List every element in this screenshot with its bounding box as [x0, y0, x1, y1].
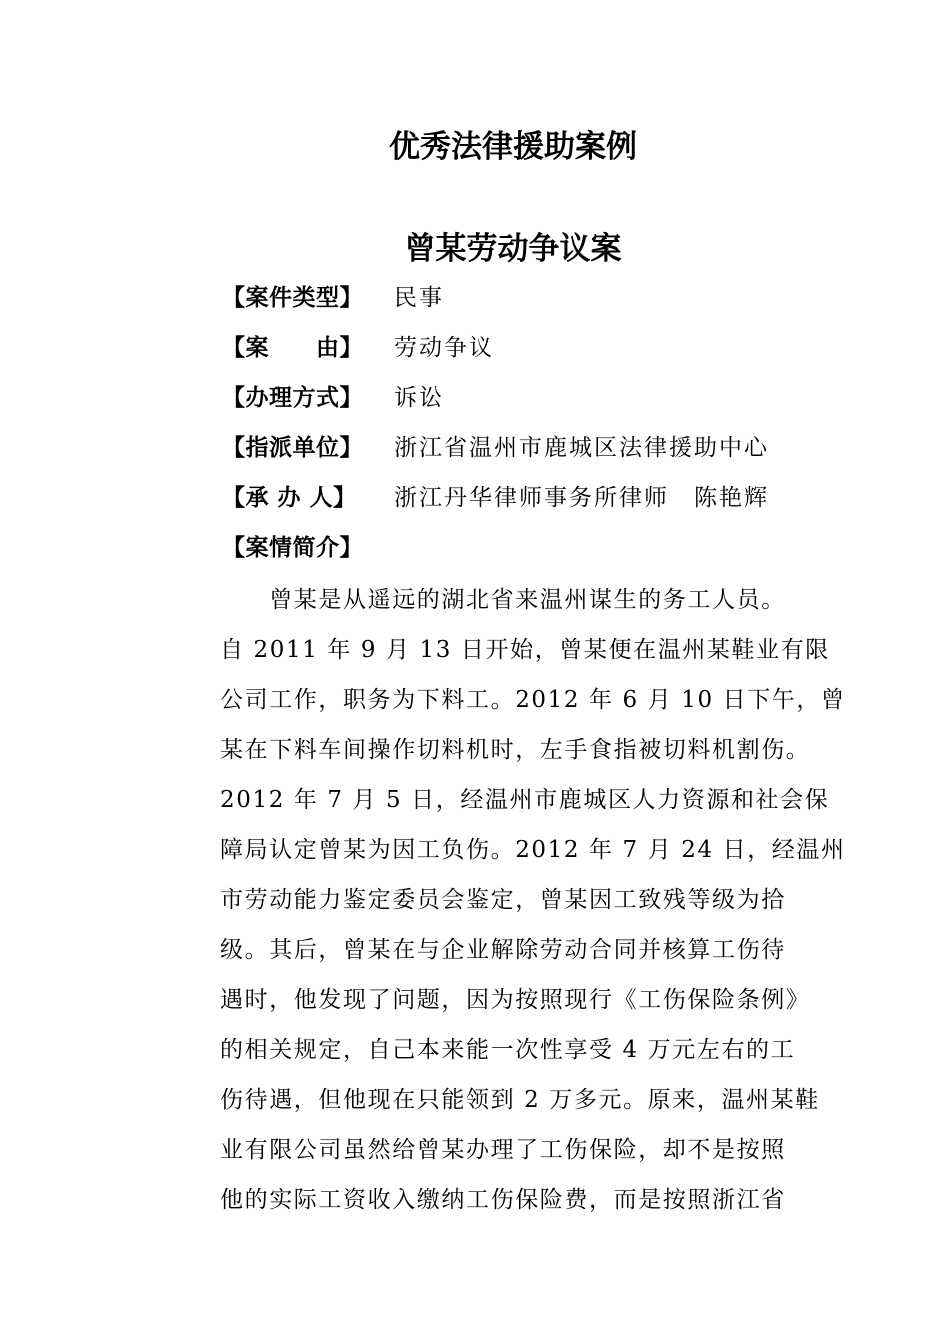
body-line: 他的实际工资收入缴纳工伤保险费，而是按照浙江省	[220, 1187, 786, 1213]
document-title: 优秀法律援助案例	[389, 129, 637, 165]
body-line: 遇时，他发现了问题，因为按照现行《工伤保险条例》	[220, 987, 811, 1013]
body-line: 2012 年 7 月 5 日，经温州市鹿城区人力资源和社会保	[220, 787, 830, 813]
meta-label-case-type: 【案件类型】	[222, 285, 363, 311]
body-line: 业有限公司虽然给曾某办理了工伤保险，却不是按照	[220, 1137, 786, 1163]
meta-label-case-summary: 【案情简介】	[222, 535, 363, 561]
body-line: 的相关规定，自己本来能一次性享受 4 万元左右的工	[220, 1037, 796, 1063]
meta-label-assigning-unit: 【指派单位】	[222, 435, 363, 461]
meta-value-assigning-unit: 浙江省温州市鹿城区法律援助中心	[394, 435, 769, 461]
meta-label-handler: 【承 办 人】	[222, 485, 357, 511]
meta-label-handling-method: 【办理方式】	[222, 385, 363, 411]
body-line: 曾某是从遥远的湖北省来温州谋生的务工人员。	[220, 587, 786, 613]
meta-value-handling-method: 诉讼	[394, 385, 444, 411]
body-line: 公司工作，职务为下料工。2012 年 6 月 10 日下午，曾	[220, 687, 846, 713]
meta-value-handler: 浙江丹华律师事务所律师 陈艳辉	[394, 485, 769, 511]
body-line: 障局认定曾某为因工负伤。2012 年 7 月 24 日，经温州	[220, 837, 846, 863]
body-line: 市劳动能力鉴定委员会鉴定，曾某因工致残等级为拾	[220, 887, 786, 913]
body-line: 伤待遇，但他现在只能领到 2 万多元。原来，温州某鞋	[220, 1087, 820, 1113]
body-line: 自 2011 年 9 月 13 日开始，曾某便在温州某鞋业有限	[220, 637, 830, 663]
case-title: 曾某劳动争议案	[404, 231, 622, 267]
body-line: 级。其后，曾某在与企业解除劳动合同并核算工伤待	[220, 937, 786, 963]
meta-value-case-type: 民事	[394, 285, 444, 311]
meta-value-cause: 劳动争议	[394, 335, 494, 361]
body-line: 某在下料车间操作切料机时，左手食指被切料机割伤。	[220, 737, 811, 763]
meta-label-cause: 【案 由】	[222, 335, 363, 361]
